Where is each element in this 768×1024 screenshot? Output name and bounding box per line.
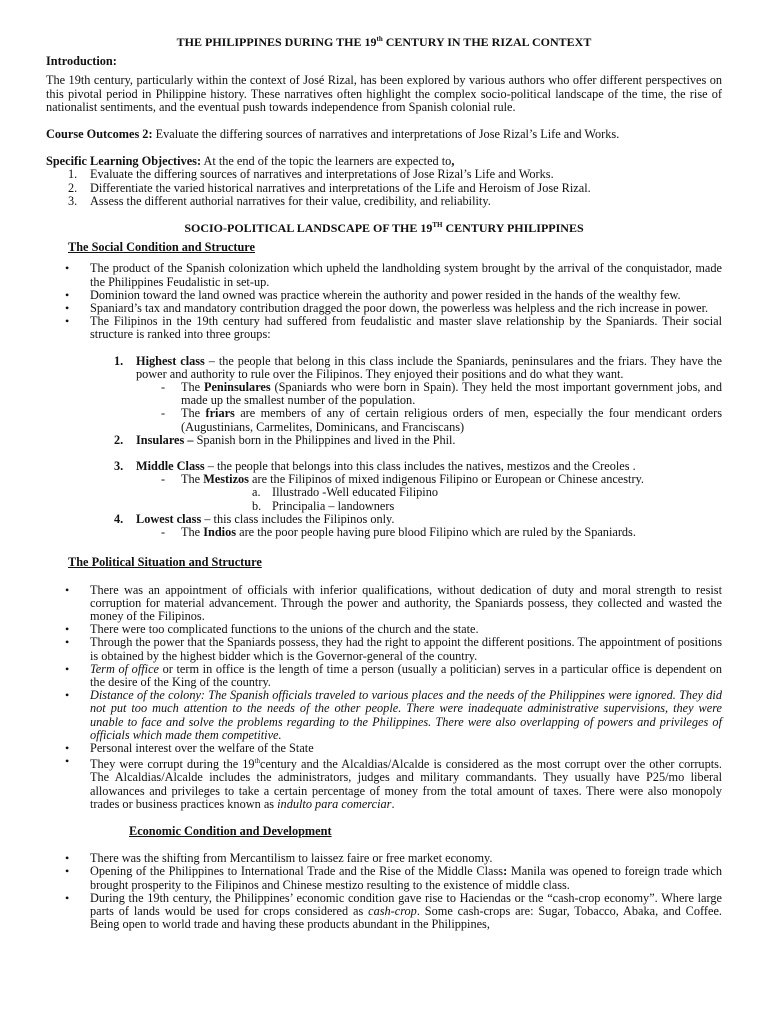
list-text: There were too complicated functions to the unions of the church and the state. <box>90 622 479 637</box>
sub-bold: Peninsulares <box>203 380 271 395</box>
list-text: Differentiate the varied historical narratives and interpretations of the Life and Heroism of Jose Rizal. <box>90 180 591 195</box>
social-heading: The Social Condition and Structure <box>68 240 255 255</box>
mestizo-sub-list <box>136 486 722 512</box>
sub-bold: friars <box>205 406 235 421</box>
class-text: – the people that belongs into this class includes the natives, mestizos and the Creoles . <box>204 459 636 474</box>
list-letter: a. <box>252 485 261 500</box>
list-item <box>46 663 722 689</box>
course-outcomes <box>46 128 722 141</box>
bullet-icon: • <box>65 622 70 637</box>
intro-heading: Introduction: <box>46 54 117 69</box>
dash-icon: - <box>161 380 166 395</box>
class-number: 2. <box>114 432 124 447</box>
sub-text: The <box>181 525 204 540</box>
list-text-italic: Term of office <box>90 661 159 676</box>
list-text: Through the power that the Spaniards possess, they had the right to appoint the different positions. The appointment of positions is obtained by the highest bidder which is the Governor-general of the country. <box>90 635 722 663</box>
class-item-insulares <box>46 434 722 447</box>
class-sub-list <box>136 381 722 434</box>
list-item <box>46 742 722 755</box>
document-title <box>46 36 722 49</box>
list-number: 2. <box>68 180 78 195</box>
sub-text: are the Filipinos of mixed indigenous Filipino or European or Chinese ancestry. <box>248 472 644 487</box>
list-item <box>136 407 722 433</box>
dash-icon: - <box>161 406 166 421</box>
list-item <box>46 195 722 208</box>
list-number: 1. <box>68 167 78 182</box>
objectives-list <box>46 168 722 208</box>
list-item <box>46 689 722 742</box>
political-heading: The Political Situation and Structure <box>68 555 262 570</box>
title-text-end: CENTURY IN THE RIZAL CONTEXT <box>382 35 592 49</box>
sub-text: (Spaniards who were born in Spain). They held the most important government jobs, and made up the smallest number of the population. <box>181 380 722 408</box>
bullet-icon: • <box>65 314 70 329</box>
class-name: Lowest class <box>136 511 202 526</box>
list-text: The Filipinos in the 19th century had suffered from feudalistic and master slave relationship by the Spaniards. Their social structure is ranked into three groups: <box>90 314 722 342</box>
list-text: Manila was opened to foreign trade which brought prosperity to the Filipinos and Chinese mestizo resulting to the existence of middle class. <box>90 864 723 892</box>
dash-icon: - <box>161 525 166 540</box>
bullet-icon: • <box>65 261 70 276</box>
list-item <box>46 262 722 288</box>
course-outcomes-text: Evaluate the differing sources of narratives and interpretations of Jose Rizal’s Life and Works. <box>152 127 620 142</box>
class-text: – the people that belong in this class include the Spaniards, peninsulares and the friars. They have the power and authority to rule over the Filipinos. They enjoyed their positions and do what they want. <box>136 353 722 381</box>
learning-objectives-text: At the end of the topic the learners are expected to <box>201 154 452 169</box>
list-text: There was an appointment of officials with inferior qualifications, without dedication of duty and moral strength to resist corruption for material advancement. Through the power and authority, the Spaniards possess, they collected and wasted the money of the Filipinos. <box>90 582 722 623</box>
list-text: The product of the Spanish colonization which upheld the landholding system brought by the arrival of the conquistador, made the Philippines Feudalistic in set-up. <box>90 261 722 289</box>
list-text-italic: cash-crop <box>368 904 417 919</box>
list-text: Opening of the Philippines to International Trade and the Rise of the Middle Class <box>90 864 504 879</box>
class-name: Insulares – <box>136 432 194 447</box>
section-title <box>46 222 722 235</box>
list-text: Illustrado -Well educated Filipino <box>272 485 439 500</box>
list-text: Personal interest over the welfare of the State <box>90 740 314 755</box>
bullet-icon: • <box>65 635 70 650</box>
bullet-icon: • <box>65 582 70 597</box>
section-title-text-end: CENTURY PHILIPPINES <box>442 221 584 236</box>
list-number: 3. <box>68 193 78 208</box>
objectives-comma: , <box>451 154 455 169</box>
bullet-icon: • <box>65 287 70 302</box>
course-outcomes-label: Course Outcomes 2: <box>46 127 153 142</box>
section-title-superscript: TH <box>432 221 443 230</box>
class-sub-list <box>136 526 722 539</box>
list-text: Dominion toward the land owned was practice wherein the authority and power resided in the hands of the wealthy few. <box>90 287 681 302</box>
bullet-icon: • <box>65 301 70 316</box>
list-text: There was the shifting from Mercantilism to laissez faire or free market economy. <box>90 851 493 866</box>
list-superscript: th <box>254 757 261 766</box>
class-number: 1. <box>114 353 124 368</box>
class-item-highest <box>46 355 722 434</box>
title-superscript: th <box>376 35 383 43</box>
political-bullets <box>46 584 722 812</box>
list-item <box>136 526 722 539</box>
bullet-icon: • <box>65 661 70 676</box>
economic-heading: Economic Condition and Development <box>129 824 332 839</box>
sub-text: The <box>181 472 204 487</box>
bullet-icon: • <box>65 851 70 866</box>
list-item <box>46 755 722 811</box>
list-text-italic: Distance of the colony: The Spanish officials traveled to various places and the needs of the Philippines were ignored. They did not put too much attention to the needs of the other people. There were inadequate administrative supervisions, they were unable to face and solve the problems regarding to the Philippines. There were also overlapping of powers and privileges of officials which made them competitive. <box>90 688 722 742</box>
bullet-icon: • <box>65 754 70 769</box>
class-number: 4. <box>114 511 124 526</box>
list-text: century and the Alcaldias/Alcalde is considered as the most corrupt over the other corrupts. The Alcaldias/Alcalde includes the administrators, judges and military commandants. They usually have P25/mo liberal allowances and privileges to take a certain percentage of money from the total amount of taxes. There were also monopoly trades or business practices known as <box>90 757 722 811</box>
sub-text: The <box>181 380 204 395</box>
class-name: Middle Class <box>136 459 205 474</box>
list-text: . <box>391 796 395 811</box>
class-item-lowest <box>46 513 722 539</box>
learning-objectives-label: Specific Learning Objectives: <box>46 154 202 169</box>
list-item <box>46 315 722 341</box>
social-bullets <box>46 262 722 341</box>
list-text: Principalia – landowners <box>272 498 395 513</box>
list-text: . Some cash-crops are: Sugar, Tobacco, Abaka, and Coffee. Being open to world trade and having these products abundant in the Philippines, <box>90 904 722 932</box>
class-text: – this class includes the Filipinos only. <box>201 511 395 526</box>
sub-text: are the poor people having pure blood Filipino which are ruled by the Spaniards. <box>236 525 636 540</box>
class-item-middle <box>46 460 722 513</box>
bullet-icon: • <box>65 688 70 703</box>
sub-bold: Indios <box>203 525 237 540</box>
dash-icon: - <box>161 472 166 487</box>
list-text: Evaluate the differing sources of narratives and interpretations of Jose Rizal’s Life and Works. <box>90 167 554 182</box>
title-text: THE PHILIPPINES DURING THE 19 <box>176 35 377 49</box>
list-item <box>46 892 722 932</box>
list-text: Spaniard’s tax and mandatory contribution dragged the poor down, the powerless was helpless and the rich increase in power. <box>90 301 709 316</box>
list-text: They were corrupt during the 19 <box>90 757 255 772</box>
sub-text: The <box>181 406 206 421</box>
list-text: Assess the different authorial narratives for their value, credibility, and reliability. <box>90 193 491 208</box>
bullet-icon: • <box>65 740 70 755</box>
list-item <box>136 486 722 499</box>
list-item <box>46 584 722 624</box>
list-text-bold: : <box>503 864 508 879</box>
list-text-italic: indulto para comerciar <box>277 796 392 811</box>
list-item <box>46 636 722 662</box>
list-text: During the 19th century, the Philippines’ economic condition gave rise to Haciendas or the “cash-crop economy”. Where large parts of lands would be used for crops considered as <box>90 890 722 919</box>
list-text: or term in office is the length of time a person (usually a politician) serves in a particular office is dependent on the desire of the King of the country. <box>90 661 722 689</box>
sub-bold: Mestizos <box>203 472 249 487</box>
economic-bullets <box>46 852 722 931</box>
class-text: Spanish born in the Philippines and lived in the Phil. <box>193 432 456 447</box>
list-letter: b. <box>252 498 262 513</box>
intro-paragraph: The 19th century, particularly within the context of José Rizal, has been explored by various authors who offer different perspectives on this pivotal period in Philippine history. These narratives often highlight the complex socio-political landscape of the time, the rise of nationalist sentiments, and the eventual push towards independence from Spanish colonial rule. <box>46 73 722 114</box>
section-title-text: SOCIO-POLITICAL LANDSCAPE OF THE 19 <box>184 221 433 236</box>
class-name: Highest class <box>136 353 205 368</box>
bullet-icon: • <box>65 864 70 879</box>
list-item <box>46 865 722 891</box>
class-number: 3. <box>114 459 124 474</box>
social-classes-list <box>46 355 722 540</box>
list-item <box>136 381 722 407</box>
bullet-icon: • <box>65 890 70 905</box>
sub-text: are members of any of certain religious orders of men, especially the four mendicant orders (Augustinians, Carmelites, Dominicans, and Franciscans) <box>181 406 722 434</box>
